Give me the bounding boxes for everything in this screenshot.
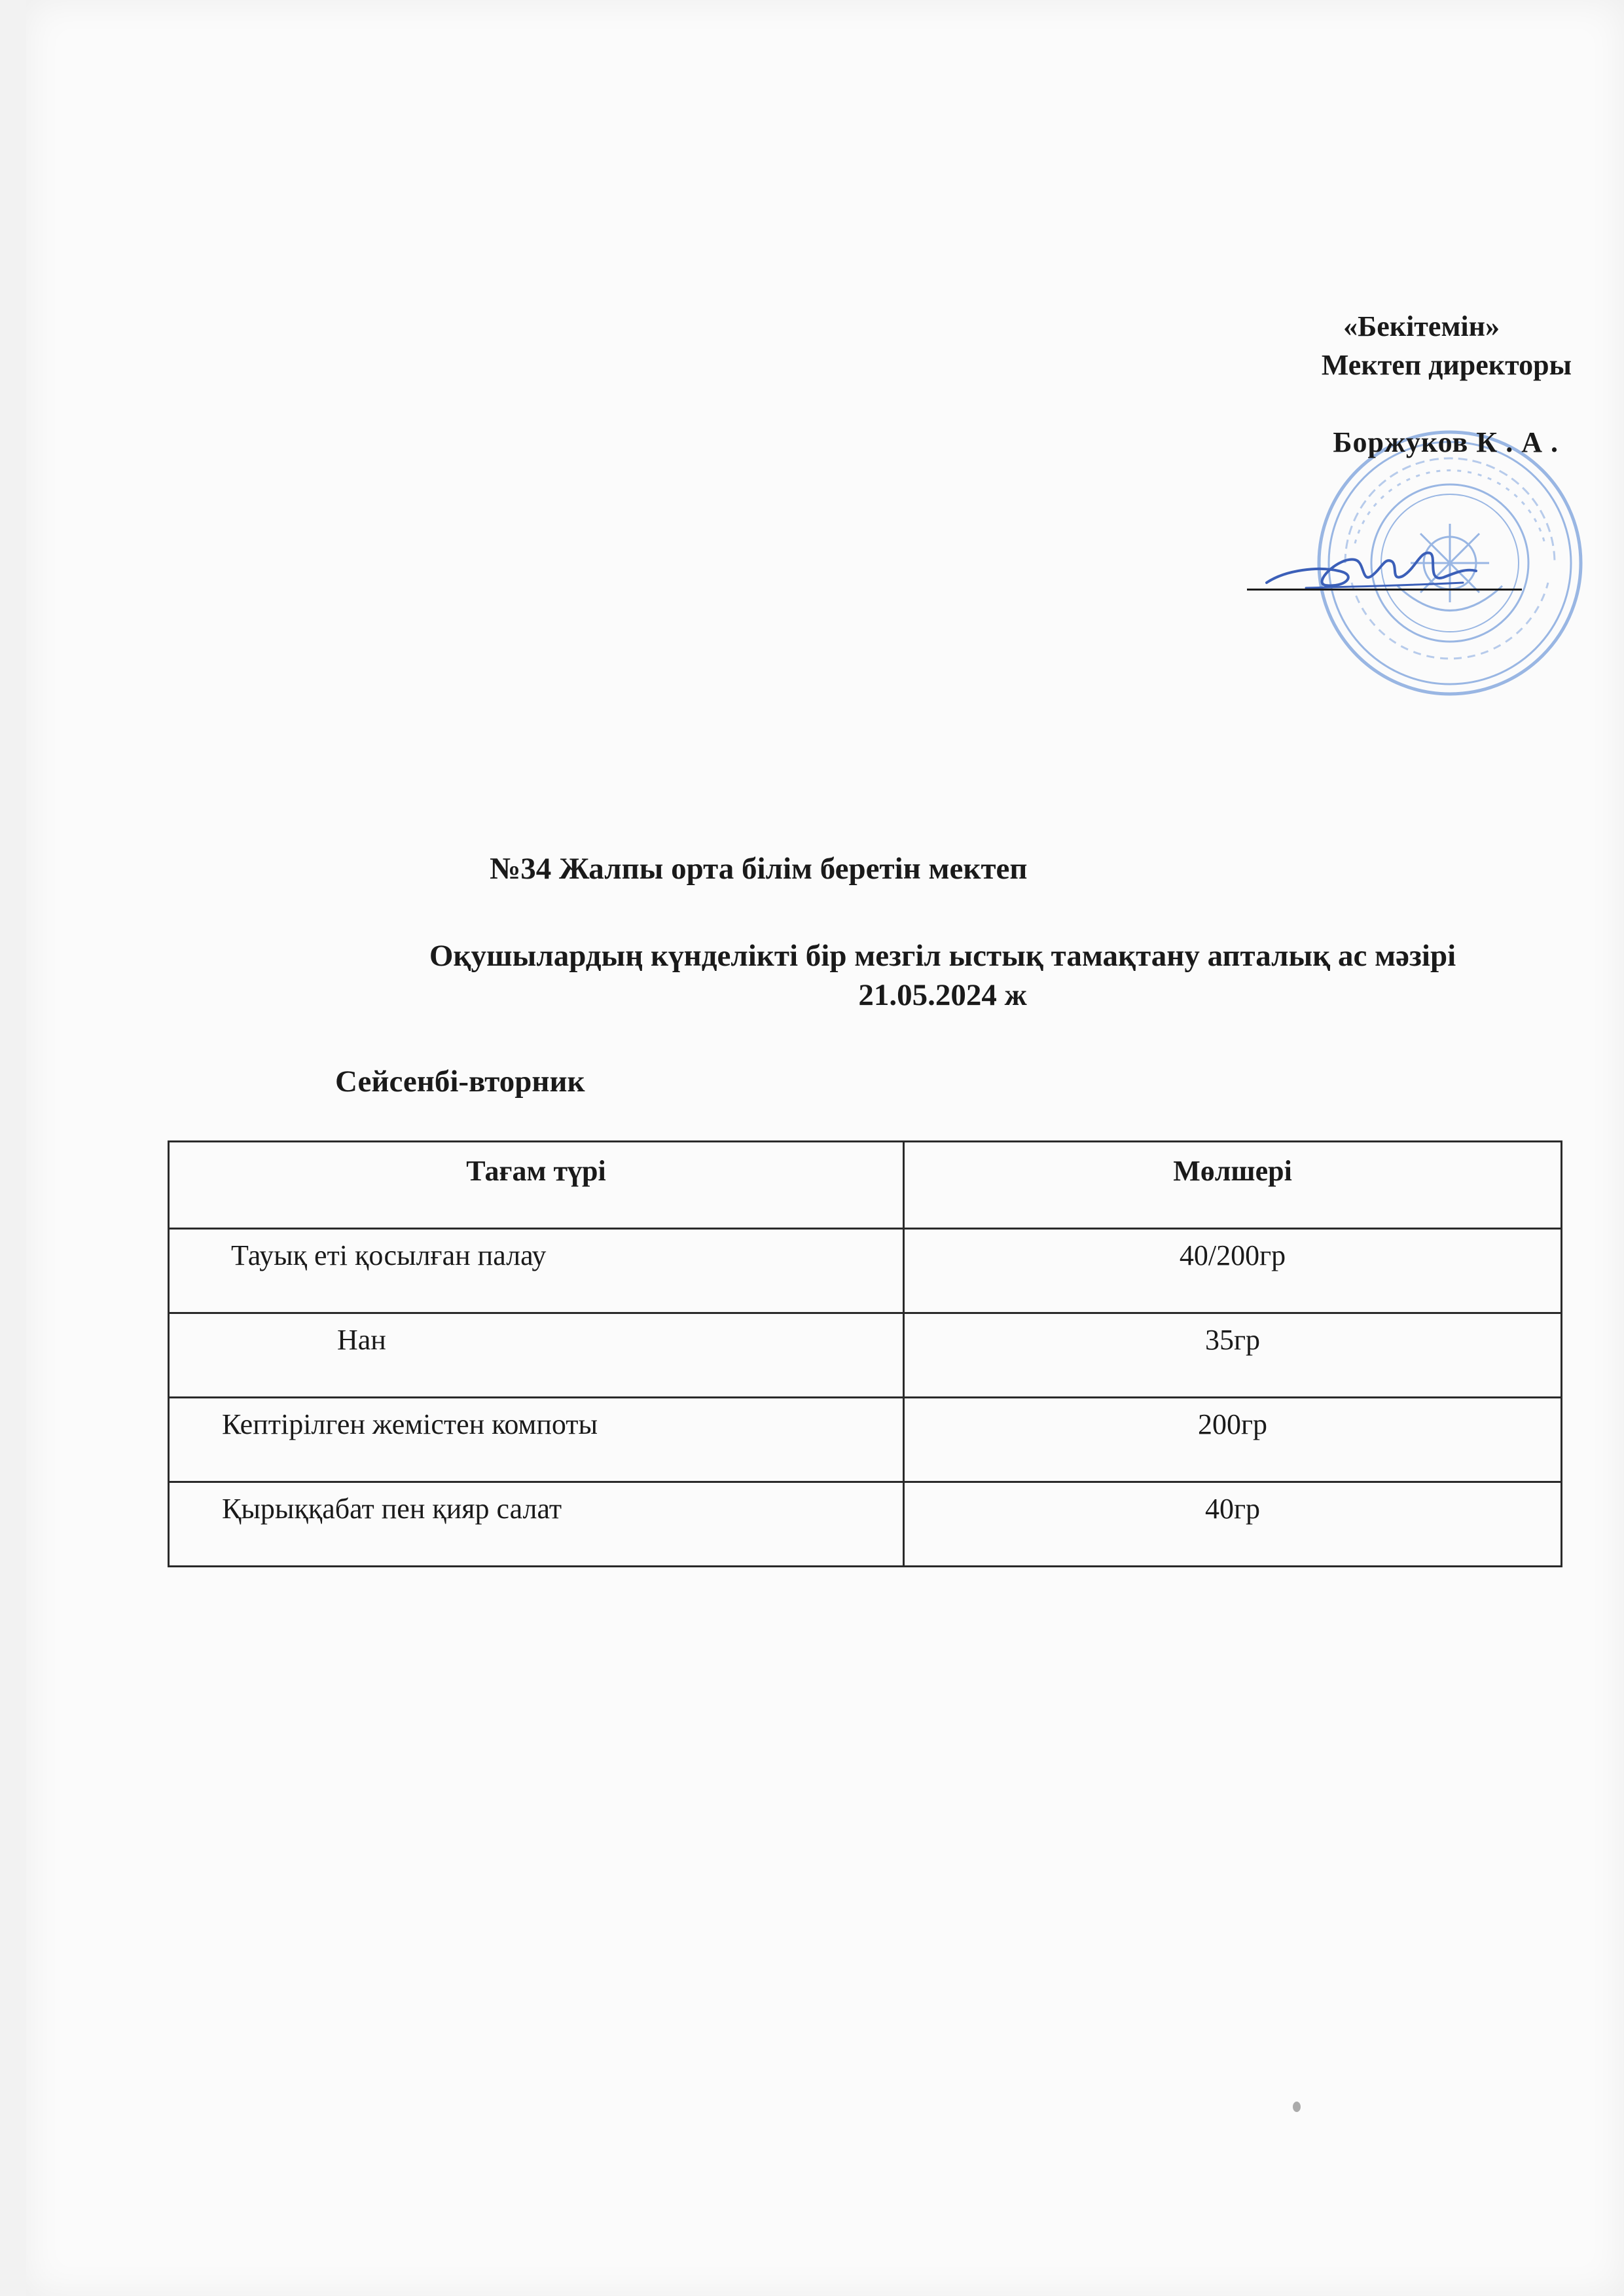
school-name: №34 Жалпы орта білім беретін мектеп [490,852,1028,886]
handwritten-signature-icon [1240,530,1522,602]
quantity-cell: 35гр [904,1313,1562,1398]
day-label: Сейсенбі-вторник [335,1065,585,1099]
ink-smudge [1293,2102,1301,2112]
dish-cell: Тауық еті қосылған палау [169,1229,904,1313]
dish-cell: Нан [169,1313,904,1398]
table-row [169,1229,1562,1313]
menu-date: 21.05.2024 ж [858,978,1027,1013]
table-row [169,1398,1562,1482]
menu-title: Оқушылардың күнделікті бір мезгіл ыстық тамақтану апталық ас мәзірі [429,939,1456,973]
table-row [169,1482,1562,1567]
quantity-cell: 40гр [904,1482,1562,1567]
header-quantity: Мөлшері [904,1142,1562,1229]
table-header-row [169,1142,1562,1229]
table-row [169,1313,1562,1398]
director-position: Мектеп директоры [1321,348,1572,381]
director-name: Боржуков К . А . [1333,426,1559,459]
signature-block [1240,530,1522,602]
menu-table [168,1140,1562,1567]
dish-cell: Кептірілген жемістен компоты [169,1398,904,1482]
approval-block [1179,308,1572,462]
quantity-cell: 200гр [904,1398,1562,1482]
header-dish: Тағам түрі [169,1142,904,1229]
dish-cell: Қырыққабат пен қияр салат [169,1482,904,1567]
quantity-cell: 40/200гр [904,1229,1562,1313]
approval-title: «Бекітемін» [1343,310,1500,342]
menu-title-block [301,936,1584,1015]
signature-line [1247,589,1522,591]
